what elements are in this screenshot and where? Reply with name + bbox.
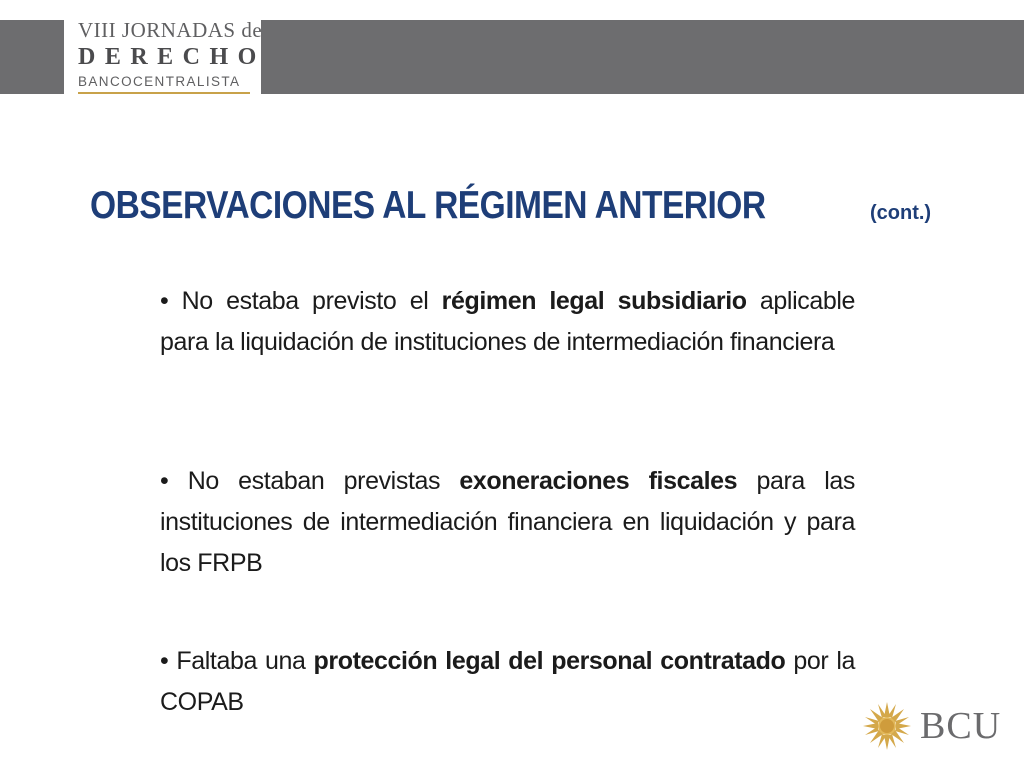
logo-line-3: BANCOCENTRALISTA [78, 74, 241, 89]
bullet-item: • No estaba previsto el régimen legal subsidiario aplicable para la liquidación de instituciones de intermediación financiera [160, 287, 855, 356]
bullet-item: • No estaban previstas exoneraciones fiscales para las instituciones de intermediación financiera en liquidación y para los FRPB [160, 467, 856, 577]
bullet-text: No estaban previstas [187, 467, 460, 495]
bullet-text: para las instituciones de intermediación financiera en liquidación y para los FRPB [160, 467, 856, 577]
bullet-text: No estaba previsto el [181, 287, 442, 315]
slide-title [90, 184, 932, 228]
bullet-item: • Faltaba una protección legal del personal contratado por la COPAB [160, 647, 856, 716]
bullet-bold-text: exoneraciones fiscales [459, 467, 738, 495]
logo-line-2: DERECHO [78, 44, 266, 70]
bullet-text: Faltaba una [176, 647, 314, 675]
logo-underline [78, 92, 250, 94]
bcu-sun-icon [860, 700, 920, 752]
jornadas-logo [64, 10, 266, 97]
logo-line-1: VIII JORNADAS de [78, 18, 263, 42]
bcu-logo-text: BCU [920, 705, 1002, 747]
slide-title-suffix: (cont.) [870, 202, 932, 224]
bullet-bold-text: protección legal del personal contratado [313, 647, 786, 675]
slide-title-main: OBSERVACIONES AL RÉGIMEN ANTERIOR [90, 184, 766, 227]
bullet-text: por la COPAB [160, 647, 856, 716]
bullet-bold-text: régimen legal subsidiario [441, 287, 747, 315]
bullet-text: aplicable para la liquidación de instituciones de intermediación financiera [160, 287, 855, 356]
